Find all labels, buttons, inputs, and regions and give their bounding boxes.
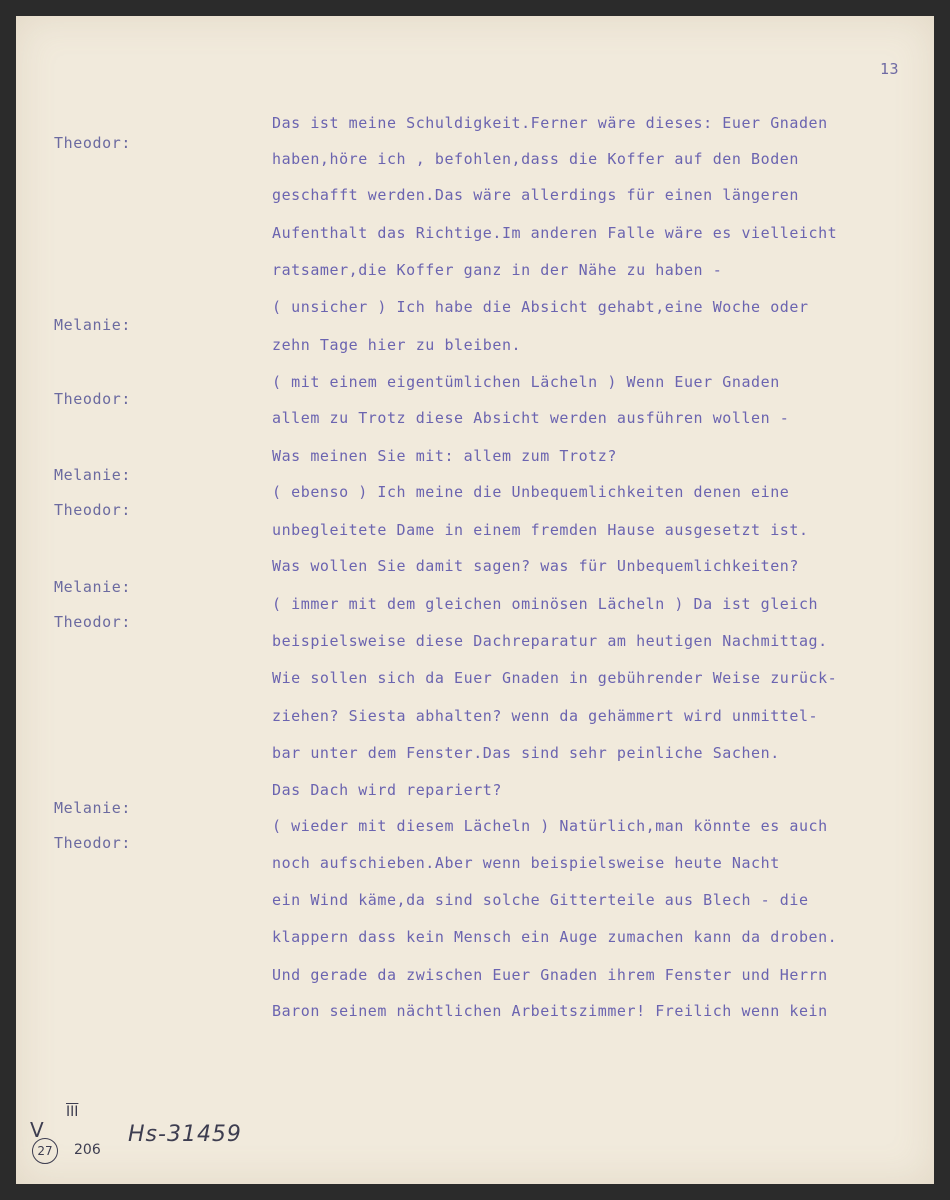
dialogue-line: ( wieder mit diesem Lächeln ) Natürlich,man könnte es auch: [272, 817, 828, 835]
dialogue-line: ratsamer,die Koffer ganz in der Nähe zu haben -: [272, 261, 723, 279]
page-number: 13: [880, 60, 900, 78]
archive-shelfmark: Hs-31459: [128, 1122, 242, 1147]
speaker-label: Melanie:: [54, 799, 132, 817]
dialogue-line: Wie sollen sich da Euer Gnaden in gebührender Weise zurück-: [272, 669, 838, 687]
archive-mark-folio: 206: [74, 1142, 101, 1158]
dialogue-line: ( immer mit dem gleichen ominösen Lächeln ) Da ist gleich: [272, 595, 819, 613]
dialogue-line: ein Wind käme,da sind solche Gitterteile aus Blech - die: [272, 891, 809, 909]
dialogue-line: beispielsweise diese Dachreparatur am heutigen Nachmittag.: [272, 632, 828, 650]
speaker-label: Theodor:: [54, 390, 132, 408]
dialogue-line: unbegleitete Dame in einem fremden Hause ausgesetzt ist.: [272, 521, 809, 539]
dialogue-line: Was meinen Sie mit: allem zum Trotz?: [272, 447, 617, 465]
dialogue-line: bar unter dem Fenster.Das sind sehr peinliche Sachen.: [272, 744, 780, 762]
speaker-label: Theodor:: [54, 501, 132, 519]
dialogue-line: ziehen? Siesta abhalten? wenn da gehämmert wird unmittel-: [272, 707, 819, 725]
dialogue-line: Baron seinem nächtlichen Arbeitszimmer! Freilich wenn kein: [272, 1002, 828, 1020]
dialogue-line: Das Dach wird repariert?: [272, 781, 502, 799]
archive-mark-circled-number: 27: [32, 1138, 58, 1164]
archive-mark-v: V: [30, 1118, 44, 1142]
speaker-label: Theodor:: [54, 134, 132, 152]
typescript-page: [16, 16, 934, 1184]
dialogue-line: allem zu Trotz diese Absicht werden ausführen wollen -: [272, 409, 790, 427]
dialogue-line: ( mit einem eigentümlichen Lächeln ) Wenn Euer Gnaden: [272, 373, 780, 391]
speaker-label: Melanie:: [54, 578, 132, 596]
speaker-label: Theodor:: [54, 613, 132, 631]
dialogue-line: Was wollen Sie damit sagen? was für Unbequemlichkeiten?: [272, 557, 799, 575]
dialogue-line: Aufenthalt das Richtige.Im anderen Falle wäre es vielleicht: [272, 224, 838, 242]
dialogue-line: ( ebenso ) Ich meine die Unbequemlichkeiten denen eine: [272, 483, 790, 501]
speaker-label: Melanie:: [54, 316, 132, 334]
dialogue-line: noch aufschieben.Aber wenn beispielsweise heute Nacht: [272, 854, 780, 872]
speaker-label: Theodor:: [54, 834, 132, 852]
dialogue-line: klappern dass kein Mensch ein Auge zumachen kann da droben.: [272, 928, 838, 946]
dialogue-line: zehn Tage hier zu bleiben.: [272, 336, 522, 354]
dialogue-line: Das ist meine Schuldigkeit.Ferner wäre dieses: Euer Gnaden: [272, 114, 828, 132]
dialogue-line: Und gerade da zwischen Euer Gnaden ihrem Fenster und Herrn: [272, 966, 828, 984]
dialogue-line: haben,höre ich , befohlen,dass die Koffer auf den Boden: [272, 150, 799, 168]
speaker-label: Melanie:: [54, 466, 132, 484]
archive-mark-roman: $\overline{III}$: [66, 1104, 79, 1120]
dialogue-line: ( unsicher ) Ich habe die Absicht gehabt,eine Woche oder: [272, 298, 809, 316]
dialogue-line: geschafft werden.Das wäre allerdings für einen längeren: [272, 186, 799, 204]
